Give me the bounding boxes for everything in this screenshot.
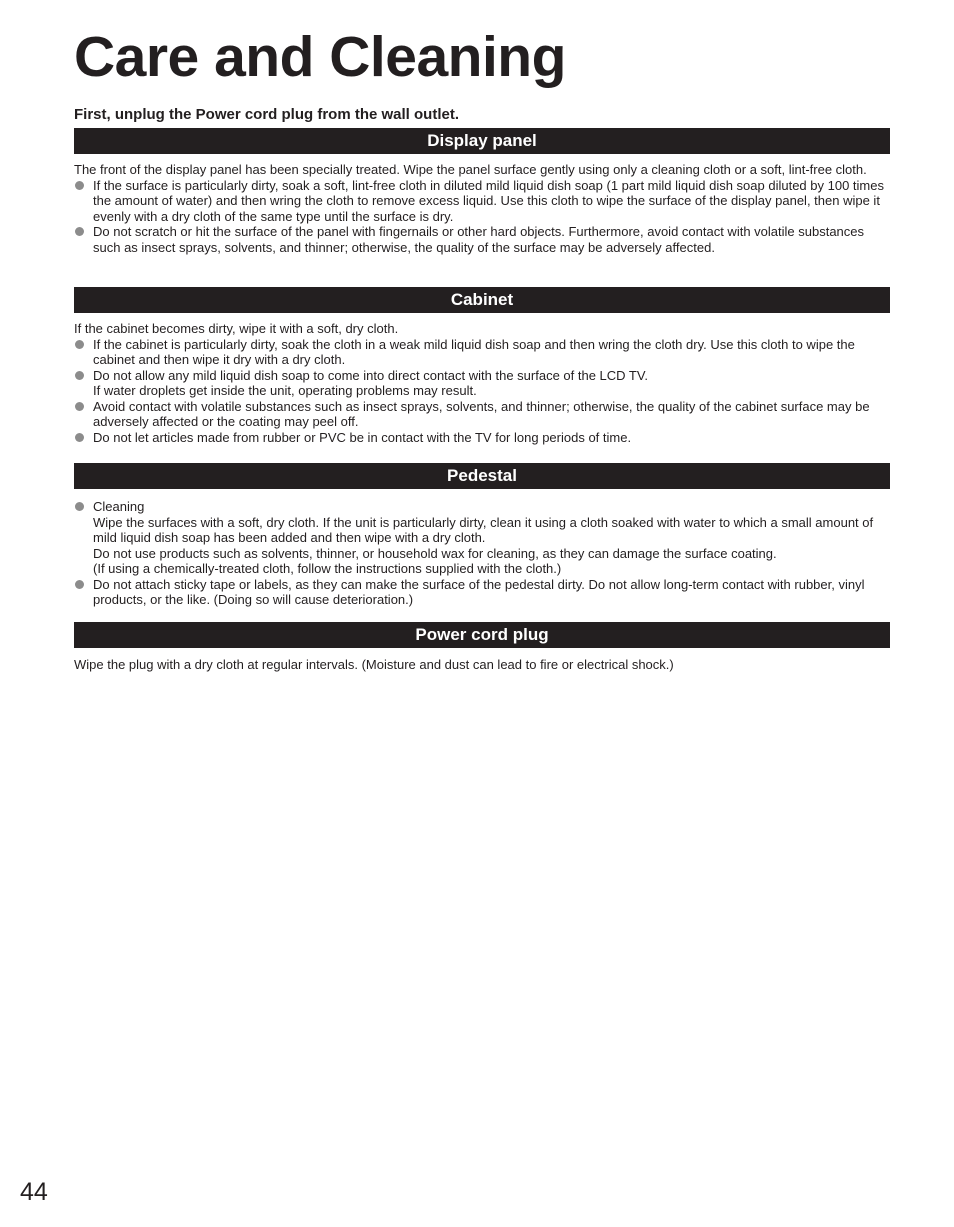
bullet-icon [75,502,84,511]
list-item-text: If water droplets get inside the unit, operating problems may result. [93,383,477,398]
section-heading: Pedestal [74,463,890,489]
section-heading: Cabinet [74,287,890,313]
list-item-text: Do not use products such as solvents, thinner, or household wax for cleaning, as they can damage the surface coating. [93,545,777,561]
list-item [74,224,890,255]
list-item-text: If the cabinet is particularly dirty, soak the cloth in a weak mild liquid dish soap and then wring the cloth dry. Use this cloth to wipe the cabinet and then wipe it dry with a dry cloth. [93,336,855,367]
section-pedestal [74,463,890,608]
section-display-panel [74,128,890,255]
section-cabinet [74,287,890,445]
bullet-icon [75,340,84,349]
section-body [74,489,890,608]
list-item-text: Do not allow any mild liquid dish soap to come into direct contact with the surface of the LCD TV. [93,367,648,383]
bullet-icon [75,227,84,236]
section-body [74,313,890,445]
list-item-text: Do not scratch or hit the surface of the panel with fingernails or other hard objects. Furthermore, avoid contact with volatile substances such as insect sprays, solvents, and thinner; otherwise, the quality of the surface may be adversely affected. [93,224,865,255]
list-item [74,337,890,368]
bullet-icon [75,433,84,442]
list-item [74,368,890,399]
bullet-icon [75,580,84,589]
page-title: Care and Cleaning [74,25,566,89]
list-item [74,178,890,225]
page-number: 44 [20,1178,48,1206]
section-power-cord-plug [74,622,890,673]
list-item [74,499,890,577]
bullet-icon [75,181,84,190]
list-item [74,399,890,430]
list-item [74,430,890,446]
section-body [74,154,890,255]
list-item-text: Do not let articles made from rubber or PVC be in contact with the TV for long periods of time. [93,429,632,445]
list-item-text: If the surface is particularly dirty, soak a soft, lint-free cloth in diluted mild liquid dish soap (1 part mild liquid dish soap diluted by 100 times the amount of water) and then wring the cloth to remove excess liquid. Use this cloth to wipe the surface of the display panel, then wipe it evenly with a dry cloth of the same type until the surface is dry. [93,177,884,224]
list-item-text: Wipe the surfaces with a soft, dry cloth. If the unit is particularly dirty, clean it using a cloth soaked with water to which a small amount of mild liquid dish soap has been added and then wipe with a dry cloth. [93,514,874,545]
list-item-text: Do not attach sticky tape or labels, as they can make the surface of the pedestal dirty. Do not allow long-term contact with rubber, vinyl products, or the like. (Doing so will cause deterioration.) [93,576,865,607]
list-item-text: (If using a chemically-treated cloth, follow the instructions supplied with the cloth.) [93,561,562,576]
section-body [74,648,890,673]
section-heading: Display panel [74,128,890,154]
list-item-text: Avoid contact with volatile substances such as insect sprays, solvents, and thinner; otherwise, the quality of the cabinet surface may be adversely affected or the coating may peel off. [93,398,870,429]
section-heading: Power cord plug [74,622,890,648]
bullet-icon [75,371,84,380]
section-intro: The front of the display panel has been specially treated. Wipe the panel surface gently using only a cleaning cloth or a soft, lint-free cloth. [74,162,867,177]
bullet-icon [75,402,84,411]
list-item [74,577,890,608]
section-text: Wipe the plug with a dry cloth at regular intervals. (Moisture and dust can lead to fire or electrical shock.) [74,657,674,672]
unplug-instruction: First, unplug the Power cord plug from the wall outlet. [74,106,460,123]
list-item-label: Cleaning [93,499,145,514]
section-intro: If the cabinet becomes dirty, wipe it with a soft, dry cloth. [74,321,399,336]
